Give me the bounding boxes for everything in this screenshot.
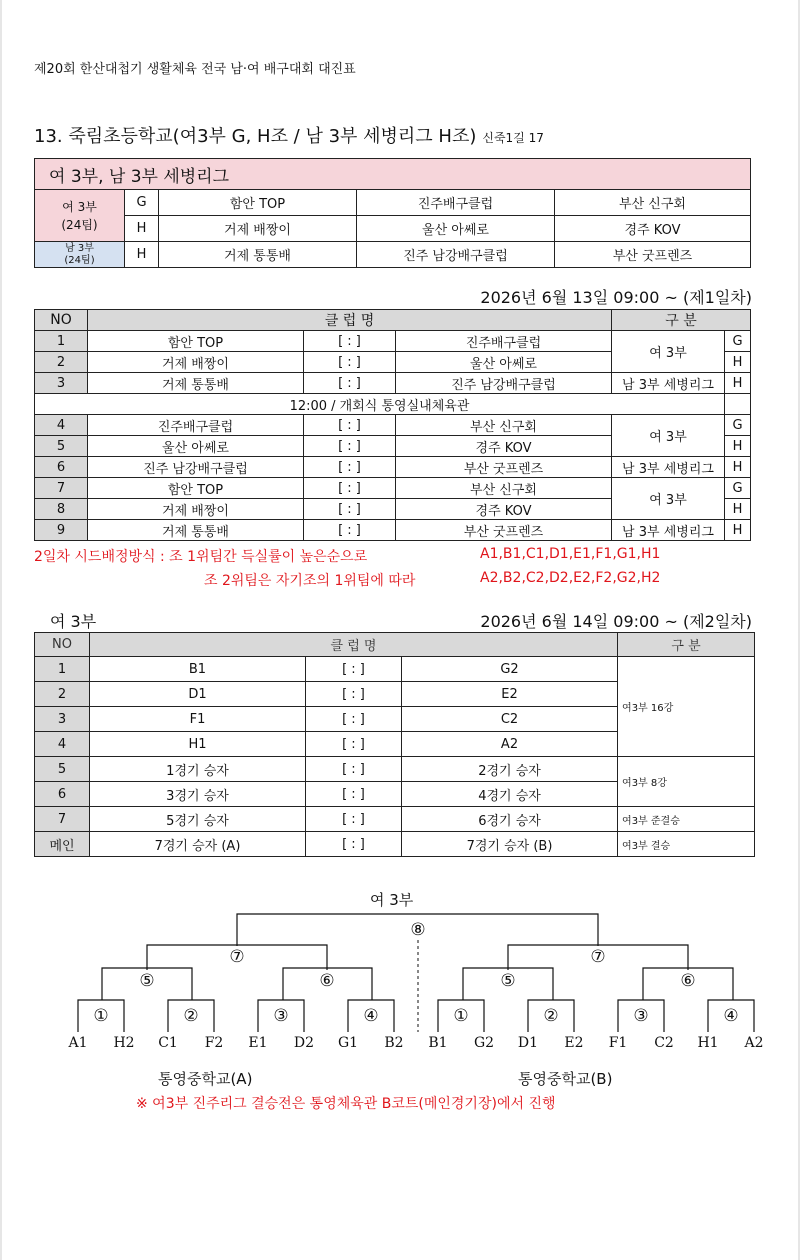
home-team: 거제 통통배 (88, 373, 304, 394)
day2-date: 2026년 6월 14일 09:00 ~ (제2일차) (480, 612, 752, 631)
away-team: 부산 신구회 (396, 478, 612, 499)
left-quarter-no: ⑥ (319, 971, 335, 991)
group-letter: H (725, 436, 751, 457)
match-no: 메인 (35, 832, 90, 857)
col-no-header: NO (35, 310, 88, 331)
group-letter: G (125, 190, 159, 216)
seed-label: F1 (608, 1035, 628, 1051)
away-team: 진주 남강배구클럽 (396, 373, 612, 394)
match-no: 9 (35, 520, 88, 541)
home-team: 3경기 승자 (90, 782, 306, 807)
home-team: 5경기 승자 (90, 807, 306, 832)
away-team: 울산 아쎄로 (396, 352, 612, 373)
score-blank: [ : ] (306, 832, 402, 857)
match-no: 3 (35, 707, 90, 732)
venue-right: 통영중학교(B) (518, 1070, 613, 1088)
team-cell: 거제 배짱이 (159, 216, 357, 242)
away-team: 6경기 승자 (402, 807, 618, 832)
col-division-header: 구 분 (612, 310, 751, 331)
match-no: 5 (35, 436, 88, 457)
home-team: 함안 TOP (88, 478, 304, 499)
right-first-no: ① (453, 1006, 469, 1026)
round-cell: 여3부 16강 (618, 657, 755, 757)
group-letter: G (725, 415, 751, 436)
division-cell: 남 3부 세병리그 (612, 457, 725, 478)
seed-label: B1 (428, 1035, 448, 1051)
home-team: 거제 배짱이 (88, 352, 304, 373)
home-team: F1 (90, 707, 306, 732)
school-title: 13. 죽림초등학교(여3부 G, H조 / 남 3부 세병리그 H조) (34, 126, 477, 147)
away-team: 4경기 승자 (402, 782, 618, 807)
venue-left: 통영중학교(A) (158, 1070, 253, 1088)
team-cell: 울산 아쎄로 (357, 216, 555, 242)
score-blank: [ : ] (304, 415, 396, 436)
left-first-no: ② (183, 1006, 199, 1026)
seed-label: E1 (248, 1035, 268, 1051)
empty-cell (725, 394, 751, 415)
match-no: 6 (35, 782, 90, 807)
seed-label: E2 (564, 1035, 584, 1051)
away-team: 부산 신구회 (396, 415, 612, 436)
score-blank: [ : ] (306, 707, 402, 732)
score-blank: [ : ] (306, 782, 402, 807)
women-label: 여 3부 (62, 199, 97, 214)
day1-date: 2026년 6월 13일 09:00 ~ (제1일차) (480, 288, 752, 307)
score-blank: [ : ] (304, 373, 396, 394)
away-team: 진주배구클럽 (396, 331, 612, 352)
score-blank: [ : ] (306, 682, 402, 707)
seed-note-line2-value: A2,B2,C2,D2,E2,F2,G2,H2 (480, 570, 661, 586)
seed-label: C2 (654, 1035, 674, 1051)
school-heading (34, 122, 544, 148)
seed-label: F2 (204, 1035, 224, 1051)
home-team: 진주배구클럽 (88, 415, 304, 436)
group-letter: H (125, 242, 159, 268)
group-letter: H (725, 352, 751, 373)
home-team: 울산 아쎄로 (88, 436, 304, 457)
group-letter: G (725, 331, 751, 352)
team-cell: 거제 통통배 (159, 242, 357, 268)
away-team: 부산 굿프렌즈 (396, 457, 612, 478)
seed-label: A2 (744, 1035, 764, 1051)
day1-schedule-table (34, 309, 751, 541)
round-cell: 여3부 8강 (618, 757, 755, 807)
seed-note-line2-text: 조 2위팀은 자기조의 1위팀에 따라 (204, 573, 416, 589)
match-no: 2 (35, 352, 88, 373)
division-cell: 남 3부 세병리그 (612, 373, 725, 394)
women-division-label (35, 190, 125, 242)
seed-label: D2 (293, 1035, 315, 1051)
round-cell: 여3부 결승 (618, 832, 755, 857)
home-team: 거제 배짱이 (88, 499, 304, 520)
tournament-bracket (0, 900, 800, 1060)
score-blank: [ : ] (304, 457, 396, 478)
score-blank: [ : ] (306, 657, 402, 682)
seed-note-line1 (34, 546, 661, 566)
col-no-header: NO (35, 633, 90, 657)
group-letter: H (125, 216, 159, 242)
women-count: (24팀) (61, 217, 98, 232)
seed-label: H2 (113, 1035, 135, 1051)
home-team: D1 (90, 682, 306, 707)
right-first-no: ③ (633, 1006, 649, 1026)
final-match-no: ⑧ (410, 920, 426, 940)
match-no: 8 (35, 499, 88, 520)
home-team: H1 (90, 732, 306, 757)
seed-label: A1 (68, 1035, 88, 1051)
group-letter: H (725, 520, 751, 541)
division-cell: 여 3부 (612, 331, 725, 373)
home-team: 진주 남강배구클럽 (88, 457, 304, 478)
away-team: C2 (402, 707, 618, 732)
division-cell: 여 3부 (612, 478, 725, 520)
division-cell: 여 3부 (612, 415, 725, 457)
match-no: 7 (35, 807, 90, 832)
team-cell: 부산 신구회 (555, 190, 751, 216)
away-team: A2 (402, 732, 618, 757)
left-first-no: ③ (273, 1006, 289, 1026)
match-no: 5 (35, 757, 90, 782)
home-team: 1경기 승자 (90, 757, 306, 782)
match-no: 2 (35, 682, 90, 707)
away-team: 경주 KOV (396, 436, 612, 457)
match-no: 7 (35, 478, 88, 499)
score-blank: [ : ] (306, 807, 402, 832)
ceremony-row: 12:00 / 개회식 통영실내체육관 (35, 394, 725, 415)
right-first-no: ② (543, 1006, 559, 1026)
day2-section-label: 여 3부 (50, 612, 97, 631)
right-first-no: ④ (723, 1006, 739, 1026)
seed-note-line1-text: 2일차 시드배정방식 : 조 1위팀간 득실률이 높은순으로 (34, 549, 368, 565)
seed-note-line1-value: A1,B1,C1,D1,E1,F1,G1,H1 (480, 546, 661, 562)
away-team: 7경기 승자 (B) (402, 832, 618, 857)
right-quarter-no: ⑤ (500, 971, 516, 991)
score-blank: [ : ] (304, 520, 396, 541)
col-division-header: 구 분 (618, 633, 755, 657)
left-semi-no: ⑦ (229, 947, 245, 967)
page-edge-left (0, 0, 2, 1260)
away-team: 경주 KOV (396, 499, 612, 520)
home-team: 함안 TOP (88, 331, 304, 352)
team-cell: 부산 굿프렌즈 (555, 242, 751, 268)
bracket-title: 여 3부 (370, 891, 414, 909)
match-no: 4 (35, 732, 90, 757)
seed-label: B2 (384, 1035, 404, 1051)
away-team: 부산 굿프렌즈 (396, 520, 612, 541)
col-club-header: 클 럽 명 (88, 310, 612, 331)
team-cell: 진주배구클럽 (357, 190, 555, 216)
home-team: 7경기 승자 (A) (90, 832, 306, 857)
right-semi-no: ⑦ (590, 947, 606, 967)
score-blank: [ : ] (304, 499, 396, 520)
seed-label: H1 (697, 1035, 719, 1051)
school-address: 신죽1길 17 (482, 131, 544, 145)
men-label: 남 3부 (65, 242, 94, 254)
right-quarter-no: ⑥ (680, 971, 696, 991)
match-no: 4 (35, 415, 88, 436)
group-letter: G (725, 478, 751, 499)
group-letter: H (725, 373, 751, 394)
footer-note: ※ 여3부 진주리그 결승전은 통영체육관 B코트(메인경기장)에서 진행 (136, 1096, 556, 1112)
away-team: G2 (402, 657, 618, 682)
seed-label: G2 (473, 1035, 495, 1051)
match-no: 6 (35, 457, 88, 478)
team-cell: 함안 TOP (159, 190, 357, 216)
document-title: 제20회 한산대첩기 생활체육 전국 남·여 배구대회 대진표 (34, 62, 356, 77)
group-letter: H (725, 457, 751, 478)
seed-note-line2 (204, 570, 661, 590)
away-team: 2경기 승자 (402, 757, 618, 782)
score-blank: [ : ] (306, 732, 402, 757)
team-cell: 경주 KOV (555, 216, 751, 242)
seed-label: C1 (158, 1035, 178, 1051)
score-blank: [ : ] (304, 331, 396, 352)
match-no: 1 (35, 657, 90, 682)
group-table-header: 여 3부, 남 3부 세병리그 (35, 159, 751, 190)
score-blank: [ : ] (306, 757, 402, 782)
score-blank: [ : ] (304, 436, 396, 457)
round-cell: 여3부 준결승 (618, 807, 755, 832)
away-team: E2 (402, 682, 618, 707)
left-quarter-no: ⑤ (139, 971, 155, 991)
team-cell: 진주 남강배구클럽 (357, 242, 555, 268)
day2-schedule-table (34, 632, 755, 857)
match-no: 3 (35, 373, 88, 394)
group-table (34, 158, 751, 268)
division-cell: 남 3부 세병리그 (612, 520, 725, 541)
seed-label: G1 (337, 1035, 359, 1051)
left-first-no: ④ (363, 1006, 379, 1026)
men-count: (24팀) (64, 254, 95, 266)
col-club-header: 클 럽 명 (90, 633, 618, 657)
score-blank: [ : ] (304, 478, 396, 499)
left-first-no: ① (93, 1006, 109, 1026)
score-blank: [ : ] (304, 352, 396, 373)
seed-label: D1 (517, 1035, 539, 1051)
men-division-label (35, 242, 125, 268)
home-team: B1 (90, 657, 306, 682)
match-no: 1 (35, 331, 88, 352)
home-team: 거제 통통배 (88, 520, 304, 541)
group-letter: H (725, 499, 751, 520)
